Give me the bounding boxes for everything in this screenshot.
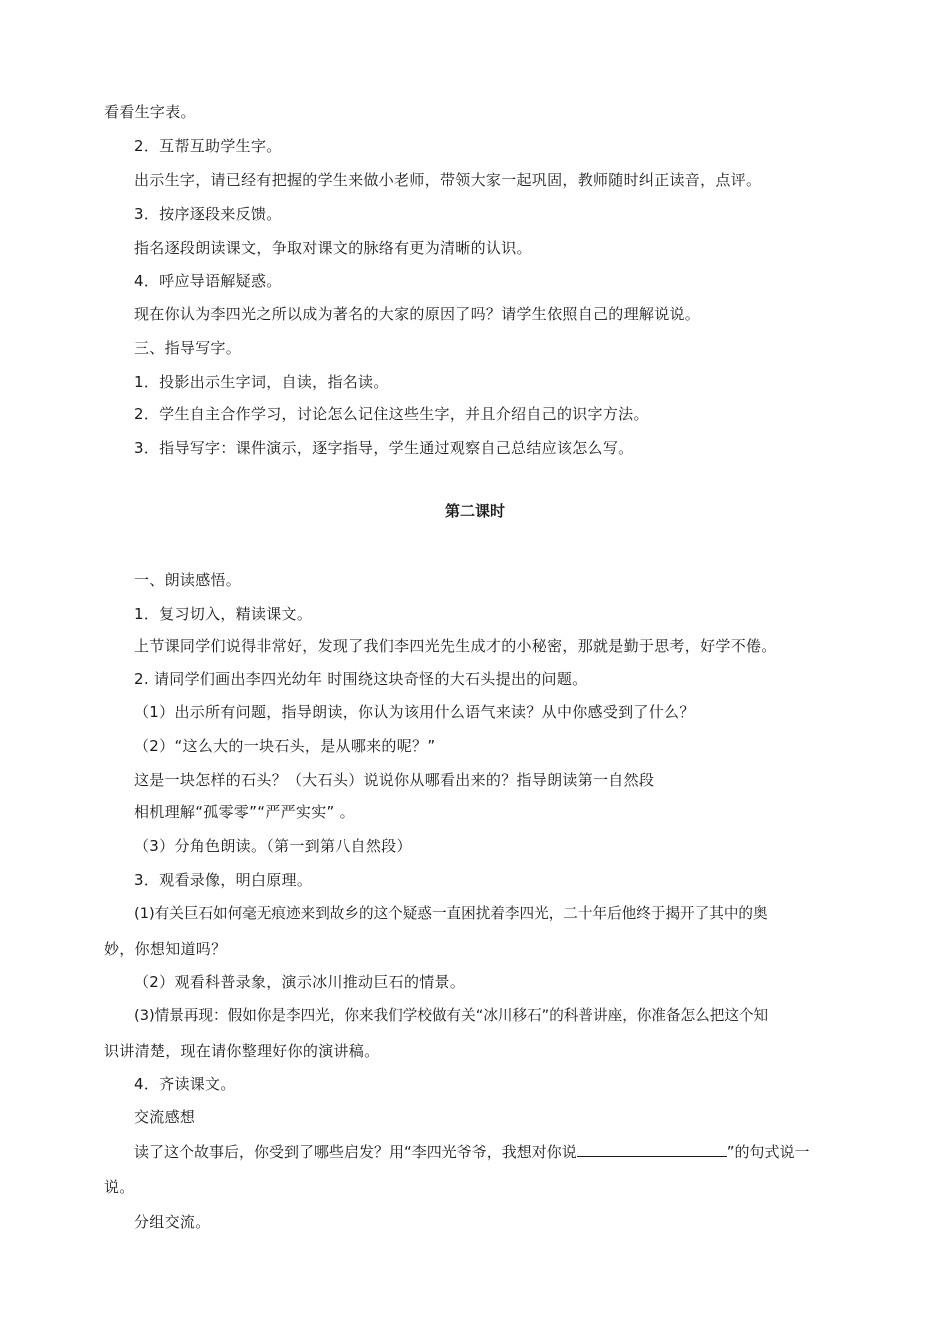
- numbered-item: 2．学生自主合作学习，讨论怎么记住这些生字，并且介绍自己的识字方法。: [134, 405, 649, 423]
- text-line: （3）分角色朗读。（第一到第八自然段）: [134, 837, 412, 855]
- text-line: 指名逐段朗读课文，争取对课文的脉络有更为清晰的认识。: [134, 239, 532, 257]
- numbered-item: 1．投影出示生字词，自读，指名读。: [134, 373, 389, 391]
- text-fragment: ”的句式说一: [726, 1143, 810, 1161]
- numbered-item: 4．呼应导语解疑惑。: [134, 272, 282, 290]
- text-line: [134, 1142, 810, 1162]
- numbered-item: 1．复习切入，精读课文。: [134, 605, 313, 623]
- section-heading: 一、朗读感悟。: [134, 571, 242, 589]
- section-title: 第二课时: [444, 502, 505, 520]
- fill-in-blank: [577, 1142, 727, 1157]
- numbered-item: 3．按序逐段来反馈。: [134, 205, 282, 223]
- text-line: (1)有关巨石如何毫无痕迹来到故乡的这个疑惑一直困扰着李四光，二十年后他终于揭开了其中的奥: [134, 905, 768, 922]
- text-fragment: 读了这个故事后，你受到了哪些启发？用“李四光爷爷，我想对你说: [134, 1143, 577, 1161]
- text-line: 这是一块怎样的石头？（大石头）说说你从哪看出来的？指导朗读第一自然段: [134, 771, 655, 789]
- text-line: 出示生字，请已经有把握的学生来做小老师，带领大家一起巩固，教师随时纠正读音，点评。: [134, 171, 762, 189]
- text-line: 上节课同学们说得非常好，发现了我们李四光先生成才的小秘密，那就是勤于思考，好学不倦。: [134, 637, 777, 655]
- text-line: （2）观看科普录象，演示冰川推动巨石的情景。: [134, 973, 466, 991]
- text-line: 现在你认为李四光之所以成为著名的大家的原因了吗？请学生依照自己的理解说说。: [134, 305, 701, 323]
- text-line: 说。: [104, 1178, 135, 1196]
- text-line: (3)情景再现：假如你是李四光，你来我们学校做有关“冰川移石”的科普讲座，你准备怎么把这个知: [134, 1007, 769, 1024]
- text-line: （1）出示所有问题，指导朗读，你认为该用什么语气来读？从中你感受到了什么？: [134, 703, 695, 721]
- text-line: 识讲清楚，现在请你整理好你的演讲稿。: [104, 1042, 380, 1060]
- text-line: 分组交流。: [134, 1213, 211, 1231]
- text-line: （2）“这么大的一块石头，是从哪来的呢？”: [134, 737, 436, 755]
- text-line: 妙，你想知道吗？: [104, 940, 227, 958]
- text-line: 看看生字表。: [104, 103, 196, 121]
- numbered-item: 4．齐读课文。: [134, 1075, 236, 1093]
- section-heading: 三、指导写字。: [134, 339, 242, 357]
- text-line: 相机理解“孤零零”“严严实实” 。: [134, 803, 355, 821]
- numbered-item: 2．互帮互助学生字。: [134, 137, 282, 155]
- numbered-item: 3．指导写字：课件演示，逐字指导，学生通过观察自己总结应该怎么写。: [134, 439, 634, 457]
- text-line: 交流感想: [134, 1108, 196, 1126]
- numbered-item: 2. 请同学们画出李四光幼年 时围绕这块奇怪的大石头提出的问题。: [134, 670, 588, 688]
- numbered-item: 3．观看录像，明白原理。: [134, 871, 313, 889]
